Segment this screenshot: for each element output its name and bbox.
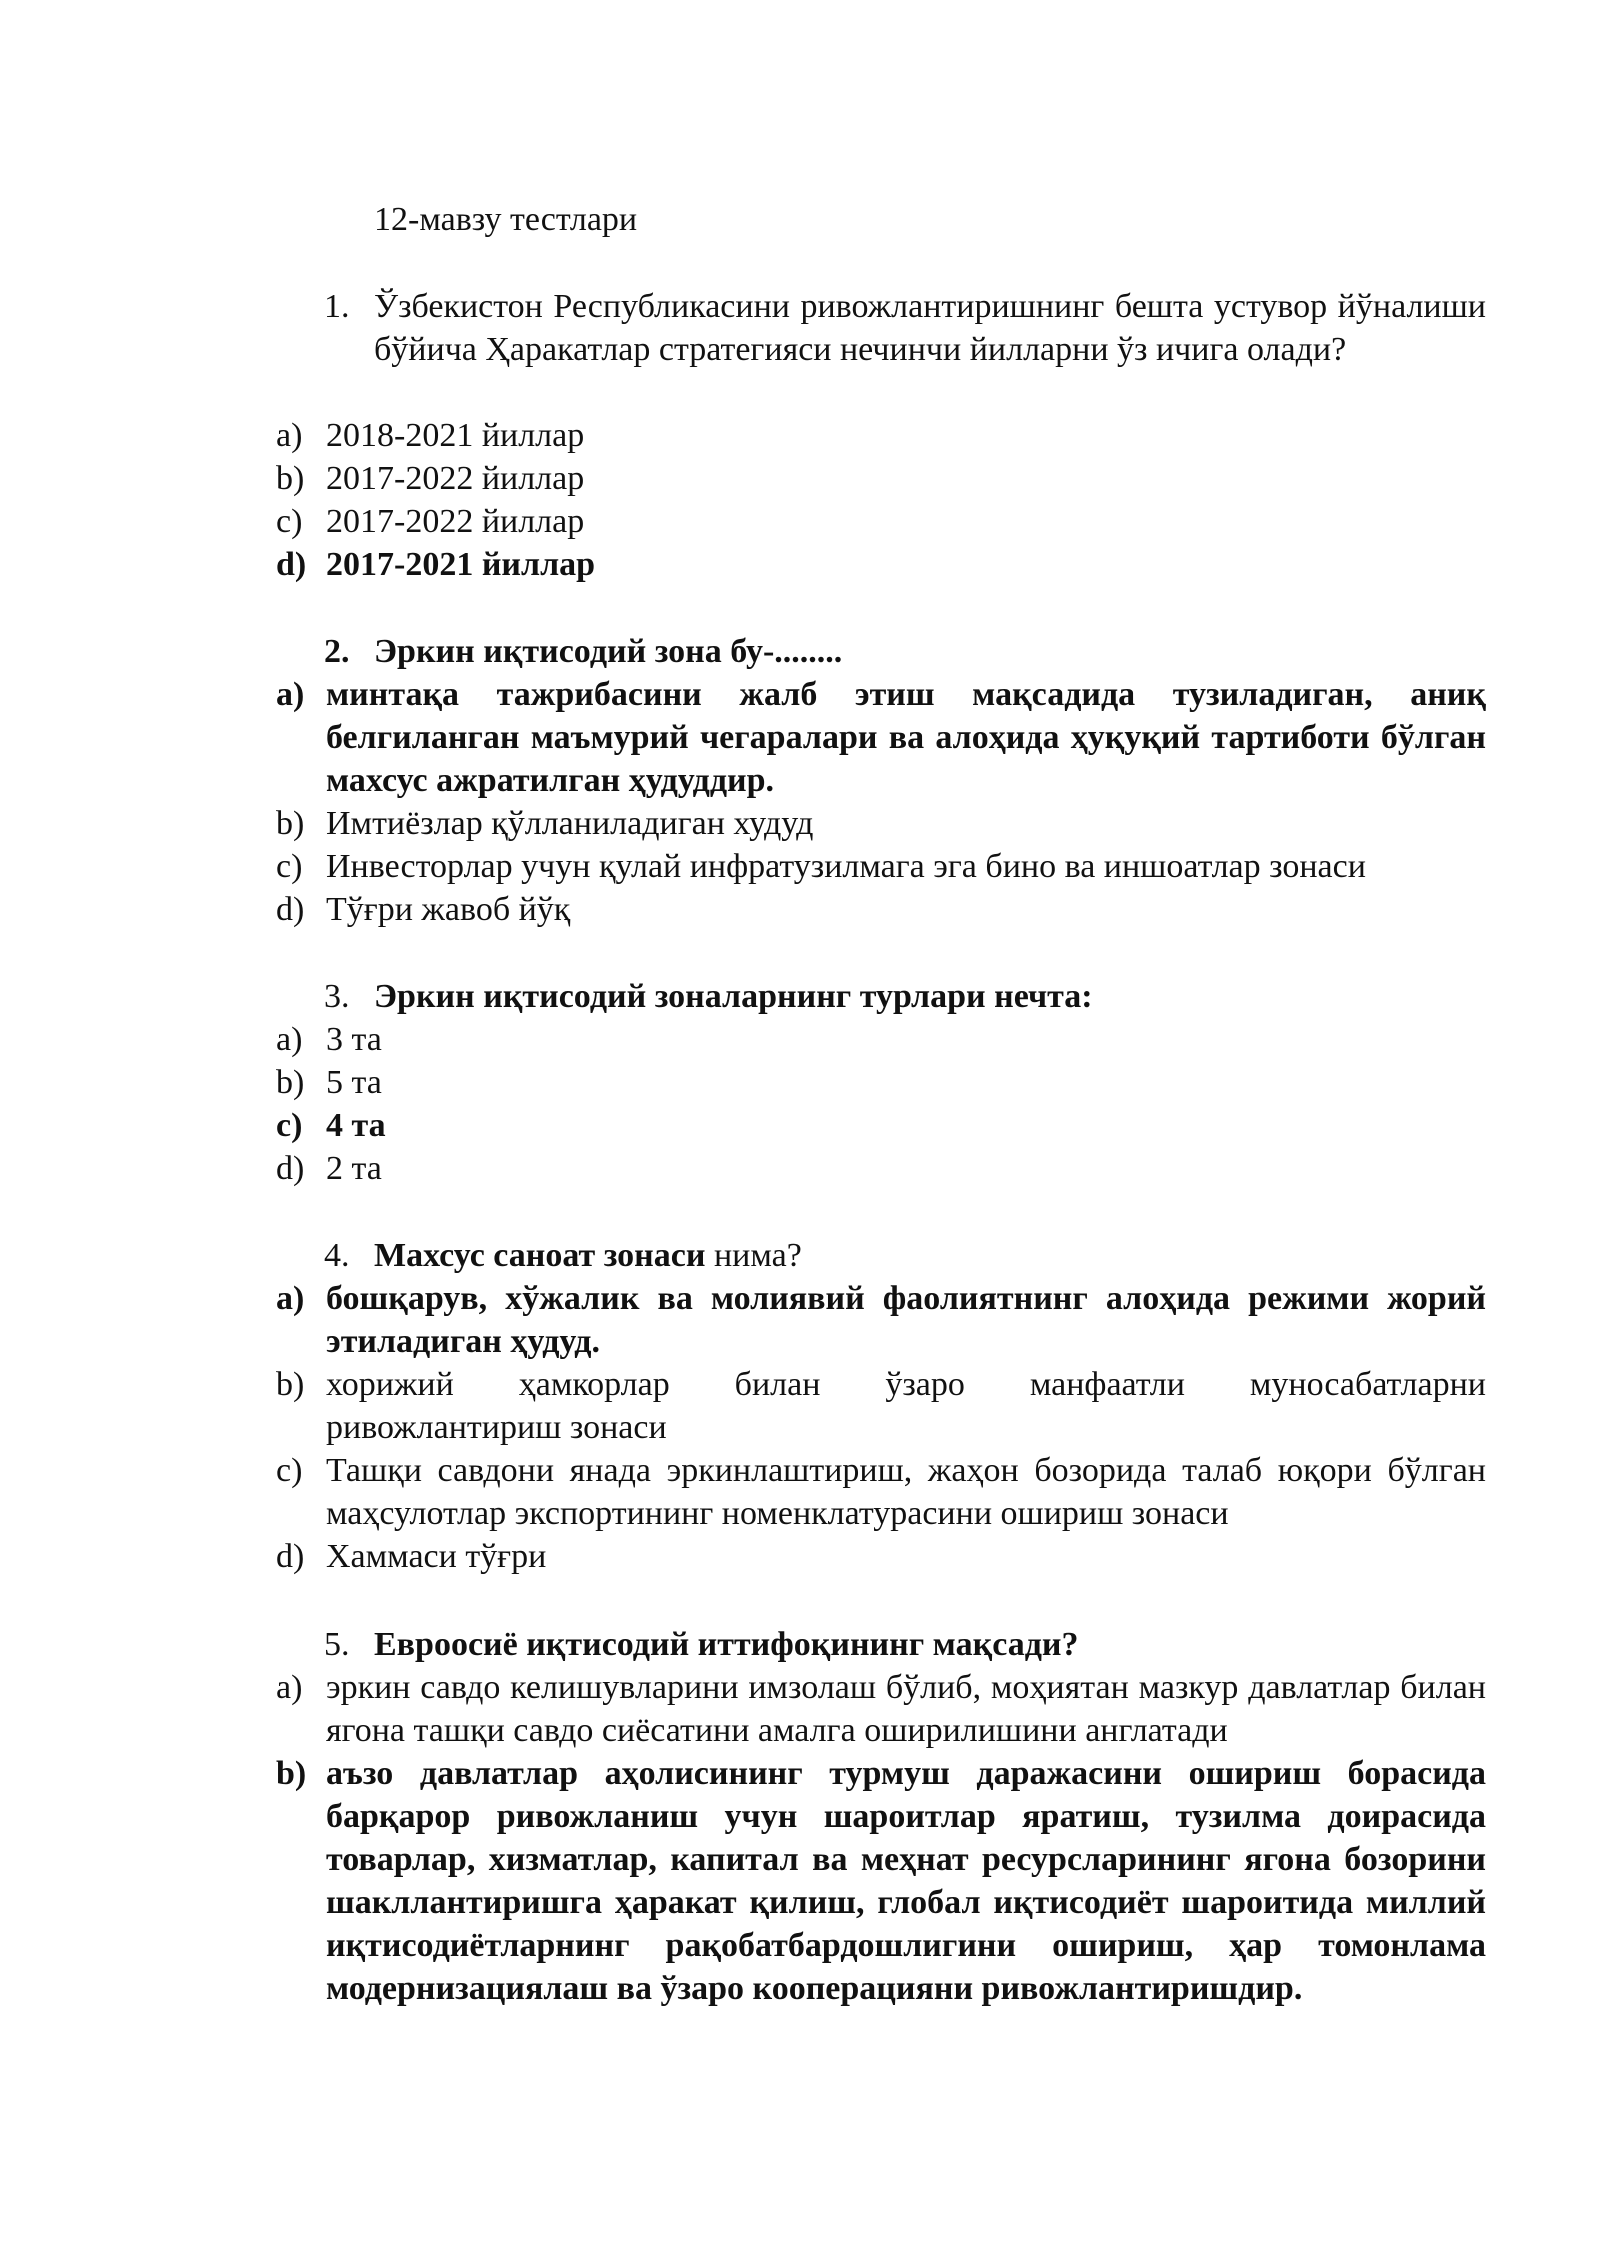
option-text: 2017-2021 йиллар (326, 546, 596, 583)
option-c (276, 1449, 1486, 1535)
option-text-line-2: ривожлантириш зонаси (326, 1409, 667, 1446)
option-c-correct (276, 1104, 1486, 1147)
option-a (276, 1018, 1486, 1061)
option-letter: b) (276, 1064, 305, 1101)
question-1-options (276, 414, 1486, 586)
option-b (276, 1363, 1486, 1449)
question-text: Ўзбекистон Республикасини ривожлантиришнинг бешта устувор йўналиши бўйича Ҳаракатлар стратегияси нечинчи йилларни ўз ичига олади? (374, 288, 1486, 368)
option-letter: d) (276, 891, 305, 928)
option-b (276, 457, 1486, 500)
option-d (276, 1147, 1486, 1190)
question-3-options (276, 1018, 1486, 1190)
option-text: Хаммаси тўғри (326, 1538, 547, 1575)
option-text: 2 та (326, 1150, 382, 1187)
option-a (276, 414, 1486, 457)
option-letter: c) (276, 848, 303, 885)
option-c (276, 845, 1486, 888)
option-text: Тўғри жавоб йўқ (326, 891, 571, 928)
option-letter: a) (276, 1021, 303, 1058)
question-number: 5. (324, 1626, 350, 1663)
option-a (276, 1666, 1486, 1752)
question-text: Евроосиё иқтисодий иттифоқининг мақсади? (374, 1626, 1079, 1663)
question-1 (324, 285, 1486, 371)
option-text: 2017-2022 йиллар (326, 460, 585, 497)
option-b (276, 802, 1486, 845)
question-number: 2. (324, 633, 350, 670)
question-text: Эркин иқтисодий зона бу-........ (374, 633, 843, 670)
option-text: бошқарув, хўжалик ва молиявий фаолиятнинг алоҳида режими жорий этиладиган ҳудуд. (326, 1280, 1486, 1360)
question-text: Эркин иқтисодий зоналарнинг турлари нечта: (374, 978, 1093, 1015)
question-4-options (276, 1277, 1486, 1578)
question-text (374, 1234, 1486, 1277)
option-letter: a) (276, 676, 305, 713)
option-text: аъзо давлатлар аҳолисининг турмуш даражасини ошириш борасида барқарор ривожланиш учун шароитлар яратиш, тузилма доирасида товарлар, хизматлар, капитал ва меҳнат ресурсларининг ягона бозорини шакллантиришга ҳаракат қилиш, глобал иқтисодиёт шароитида миллий иқтисодиётларнинг рақобатбардошлигини ошириш, ҳар томонлама модернизациялаш ва ўзаро кооперацияни ривожлантиришдир. (326, 1755, 1486, 2007)
question-4 (324, 1234, 1486, 1277)
document-title: 12-мавзу тестлари (374, 201, 638, 238)
option-letter: d) (276, 546, 307, 583)
option-a-correct (276, 1277, 1486, 1363)
option-letter: c) (276, 1452, 303, 1489)
option-letter: c) (276, 1107, 303, 1144)
option-letter: a) (276, 417, 303, 454)
option-letter: b) (276, 1755, 307, 1792)
question-text-bold: Махсус саноат зонаси (374, 1237, 706, 1274)
option-a-correct (276, 673, 1486, 802)
option-letter: b) (276, 805, 305, 842)
question-5-options (276, 1666, 1486, 2010)
option-text: 2017-2022 йиллар (326, 503, 585, 540)
question-text-rest: нима? (705, 1237, 802, 1274)
option-text: Имтиёзлар қўлланиладиган худуд (326, 805, 814, 842)
option-letter: d) (276, 1150, 305, 1187)
option-b-correct (276, 1752, 1486, 2010)
question-number: 4. (324, 1237, 350, 1274)
option-c (276, 500, 1486, 543)
question-2-options (276, 673, 1486, 931)
question-2 (324, 630, 1486, 673)
option-text: 5 та (326, 1064, 382, 1101)
option-text-line-1: хорижий ҳамкорлар билан ўзаро манфаатли муносабатларни (326, 1366, 1486, 1403)
option-text: 4 та (326, 1107, 386, 1144)
option-text: 3 та (326, 1021, 382, 1058)
option-text: эркин савдо келишувларини имзолаш бўлиб, моҳиятан мазкур давлатлар билан ягона ташқи савдо сиёсатини амалга оширилишини англатади (326, 1669, 1486, 1749)
option-d (276, 1535, 1486, 1578)
option-text: Ташқи савдони янада эркинлаштириш, жаҳон бозорида талаб юқори бўлган маҳсулотлар экспортининг номенклатурасини ошириш зонаси (326, 1452, 1486, 1532)
question-5 (324, 1623, 1486, 1666)
option-text: 2018-2021 йиллар (326, 417, 585, 454)
option-text: Инвесторлар учун қулай инфратузилмага эга бино ва иншоатлар зонаси (326, 848, 1366, 885)
option-letter: a) (276, 1669, 303, 1706)
option-text: минтақа тажрибасини жалб этиш мақсадида тузиладиган, аниқ белгиланган маъмурий чегаралари ва алоҳида ҳуқуқий тартиботи бўлган махсус ажратилган ҳудуддир. (326, 676, 1486, 799)
option-letter: c) (276, 503, 303, 540)
option-d-correct (276, 543, 1486, 586)
option-b (276, 1061, 1486, 1104)
option-letter: b) (276, 1366, 305, 1403)
option-d (276, 888, 1486, 931)
question-3 (324, 975, 1486, 1018)
option-letter: a) (276, 1280, 305, 1317)
option-letter: d) (276, 1538, 305, 1575)
question-number: 1. (324, 288, 350, 325)
question-number: 3. (324, 978, 350, 1015)
option-letter: b) (276, 460, 305, 497)
